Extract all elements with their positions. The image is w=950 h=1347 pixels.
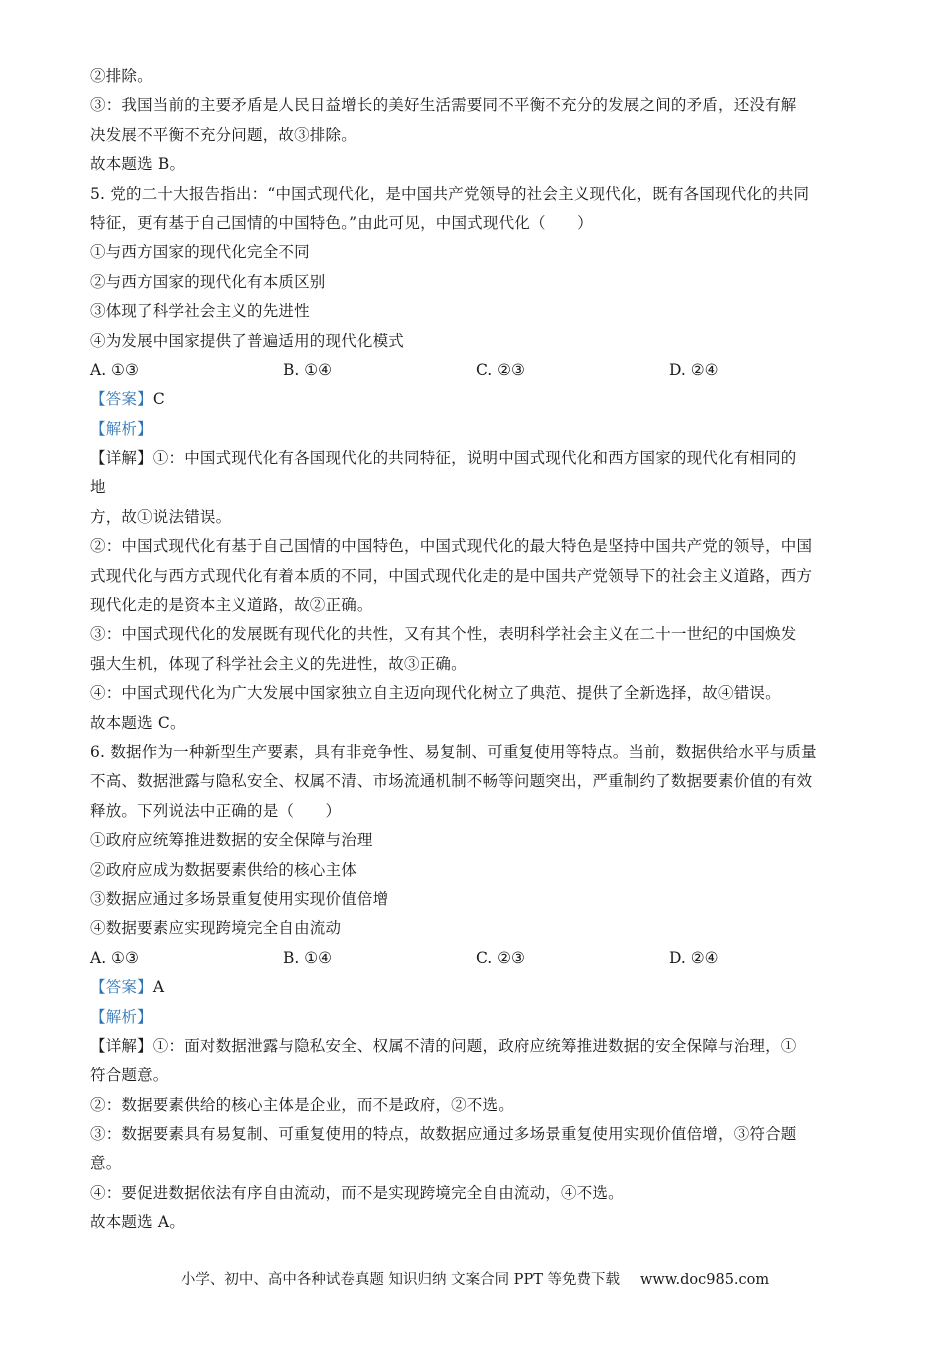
footer-text: 小学、初中、高中各种试卷真题 知识归纳 文案合同 PPT 等免费下载 [180,1272,620,1288]
detail-line: 地 [90,478,106,497]
question-stem: 不高、数据泄露与隐私安全、权属不清、市场流通机制不畅等问题突出，严重制约了数据要素价值的有效 [90,772,813,791]
text-line: 决发展不平衡不充分问题，故③排除。 [90,125,357,144]
statement-item: ③数据应通过多场景重复使用实现价值倍增 [90,889,389,908]
question-stem: 特征，更有基于自己国情的中国特色。”由此可见，中国式现代化（ ） [90,213,593,232]
option-b: B. ①④ [283,360,333,379]
option-c: C. ②③ [476,948,525,967]
page-footer [0,1268,950,1289]
answer-tag: 【答案】 [90,390,153,409]
statement-item: ①政府应统筹推进数据的安全保障与治理 [90,831,373,850]
statement-item: ①与西方国家的现代化完全不同 [90,243,310,262]
footer-site-link[interactable]: www.doc985.com [639,1272,770,1288]
detail-line: 方，故①说法错误。 [90,507,232,526]
analysis-tag: 【解析】 [90,419,153,438]
detail-line: ②：数据要素供给的核心主体是企业，而不是政府，②不选。 [90,1095,514,1114]
question-6 [90,738,862,1238]
detail-line: ④：中国式现代化为广大发展中国家独立自主迈向现代化树立了典范、提供了全新选择，故④错误。 [90,684,781,703]
detail-line: 故本题选 C。 [90,713,186,732]
answer-line [90,385,862,414]
detail-line: 强大生机，体现了科学社会主义的先进性，故③正确。 [90,654,467,673]
detail-line: 式现代化与西方式现代化有着本质的不同，中国式现代化走的是中国共产党领导下的社会主义道路，西方 [90,566,813,585]
statement-item: ④数据要素应实现跨境完全自由流动 [90,919,342,938]
text-line: ②排除。 [90,67,153,85]
option-a: A. ①③ [90,360,139,379]
answer-line [90,973,862,1002]
answer-options [90,944,862,973]
question-stem: 6. 数据作为一种新型生产要素，具有非竞争性、易复制、可重复使用等特点。当前，数据供给水平与质量 [90,742,817,761]
detail-line: ④：要促进数据依法有序自由流动，而不是实现跨境完全自由流动，④不选。 [90,1183,624,1202]
statement-item: ②政府应成为数据要素供给的核心主体 [90,860,357,879]
detail-line: 现代化走的是资本主义道路，故②正确。 [90,596,373,615]
analysis-tag: 【解析】 [90,1007,153,1026]
question-stem: 释放。下列说法中正确的是（ ） [90,801,342,820]
text-line: 故本题选 B。 [90,155,186,174]
statement-item: ④为发展中国家提供了普遍适用的现代化模式 [90,331,405,350]
question-5 [90,180,862,738]
detail-line: ③：中国式现代化的发展既有现代化的共性，又有其个性，表明科学社会主义在二十一世纪的中国焕发 [90,625,797,644]
answer-options [90,356,862,385]
option-d: D. ②④ [669,360,719,379]
option-b: B. ①④ [283,948,333,967]
statement-item: ③体现了科学社会主义的先进性 [90,302,310,321]
statement-item: ②与西方国家的现代化有本质区别 [90,272,326,291]
page-content [90,62,862,1238]
detail-line: ③：数据要素具有易复制、可重复使用的特点，故数据应通过多场景重复使用实现价值倍增，③符合题 [90,1125,797,1144]
answer-value: A [152,978,165,997]
question-stem: 5. 党的二十大报告指出：“中国式现代化，是中国共产党领导的社会主义现代化，既有各国现代化的共同 [90,184,810,203]
detail-line: 【详解】①：面对数据泄露与隐私安全、权属不清的问题，政府应统筹推进数据的安全保障与治理，① [90,1036,797,1055]
detail-line: 【详解】①：中国式现代化有各国现代化的共同特征，说明中国式现代化和西方国家的现代化有相同的 [90,449,797,468]
detail-line: 故本题选 A。 [90,1213,186,1232]
option-d: D. ②④ [669,948,719,967]
answer-value: C [152,390,165,409]
detail-line: 意。 [90,1154,122,1173]
answer-tag: 【答案】 [90,978,153,997]
detail-line: ②：中国式现代化有基于自己国情的中国特色，中国式现代化的最大特色是坚持中国共产党的领导，中国 [90,537,813,556]
option-a: A. ①③ [90,948,139,967]
detail-line: 符合题意。 [90,1066,169,1085]
option-c: C. ②③ [476,360,525,379]
text-line: ③：我国当前的主要矛盾是人民日益增长的美好生活需要同不平衡不充分的发展之间的矛盾，还没有解 [90,96,797,115]
